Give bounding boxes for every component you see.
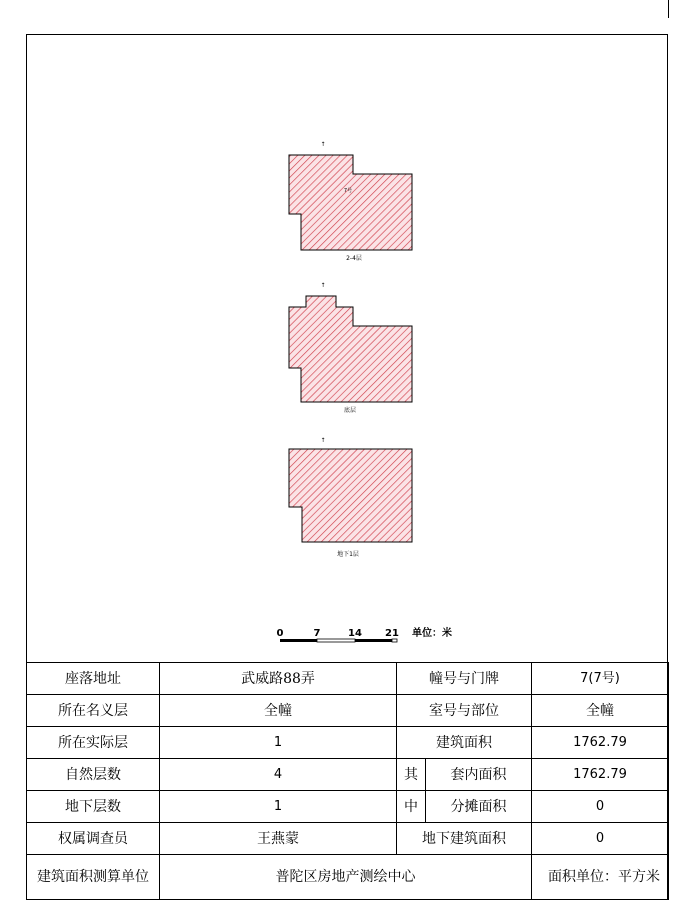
floors-value: 4 <box>160 759 397 791</box>
building-no-label: 幢号与门牌 <box>397 663 532 695</box>
north-mark-1: ↑ <box>320 141 326 148</box>
plan-floors-2-4 <box>289 141 412 262</box>
plan-basement-1 <box>289 437 412 558</box>
plan-ground-floor <box>289 282 412 414</box>
build-area-label: 建筑面积 <box>397 727 532 759</box>
build-area-value: 1762.79 <box>532 727 669 759</box>
nominal-floor-value: 全幢 <box>160 695 397 727</box>
scale-tick-21: 21 <box>385 628 399 639</box>
room-label: 室号与部位 <box>397 695 532 727</box>
underground-value: 1 <box>160 791 397 823</box>
measurement-unit-value: 普陀区房地产测绘中心 <box>160 855 532 900</box>
of-which-bottom: 中 <box>397 791 426 823</box>
address-label: 座落地址 <box>27 663 160 695</box>
building-no-value: 7(7号) <box>532 663 669 695</box>
north-mark-2: ↑ <box>320 282 326 289</box>
measurement-unit-label: 建筑面积测算单位 <box>27 855 160 900</box>
nominal-floor-label: 所在名义层 <box>27 695 160 727</box>
plan-outline-1 <box>289 155 412 250</box>
shared-area-value: 0 <box>532 791 669 823</box>
scale-unit: 单位：米 <box>412 628 452 639</box>
scale-bar <box>277 626 452 642</box>
north-mark-3: ↑ <box>320 437 326 444</box>
actual-floor-value: 1 <box>160 727 397 759</box>
surveyor-label: 权属调查员 <box>27 823 160 855</box>
room-value: 全幢 <box>532 695 669 727</box>
underground-area-label: 地下建筑面积 <box>397 823 532 855</box>
scale-tick-7: 7 <box>313 628 321 639</box>
inner-area-label: 套内面积 <box>426 759 532 791</box>
area-unit-note: 面积单位：平方米 <box>532 855 669 900</box>
actual-floor-label: 所在实际层 <box>27 727 160 759</box>
of-which-top: 其 <box>397 759 426 791</box>
plan-caption-1: 2-4层 <box>346 255 362 262</box>
floors-label: 自然层数 <box>27 759 160 791</box>
plan-outline-3 <box>289 449 412 542</box>
inner-mark-1: 7号 <box>343 188 353 194</box>
plan-caption-2: 底层 <box>343 407 357 414</box>
shared-area-label: 分摊面积 <box>426 791 532 823</box>
plan-outline-2 <box>289 296 412 402</box>
address-value: 武威路88弄 <box>160 663 397 695</box>
inner-area-value: 1762.79 <box>532 759 669 791</box>
underground-area-value: 0 <box>532 823 669 855</box>
surveyor-value: 王燕蒙 <box>160 823 397 855</box>
plan-caption-3: 地下1层 <box>337 551 359 558</box>
scale-tick-14: 14 <box>348 628 362 639</box>
property-info-table <box>26 662 669 900</box>
underground-label: 地下层数 <box>27 791 160 823</box>
scale-tick-0: 0 <box>276 628 284 639</box>
